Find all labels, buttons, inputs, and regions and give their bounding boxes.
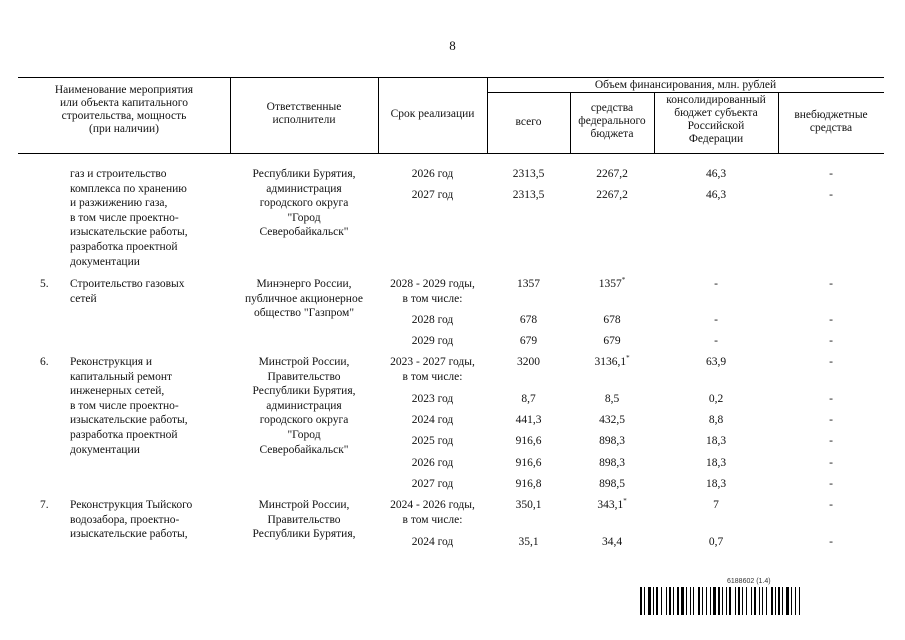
row-total: 679 bbox=[519, 335, 538, 347]
row-federal-value: 1357 bbox=[598, 278, 622, 290]
header-name: Наименование мероприятия или объекта капитального строительства, мощность (при наличии) bbox=[54, 84, 194, 135]
row-total: 916,6 bbox=[515, 457, 542, 469]
row-extra: - bbox=[829, 414, 833, 426]
row-period: 2024 год bbox=[411, 414, 454, 426]
footnote-mark: * bbox=[621, 276, 626, 284]
row-extra: - bbox=[829, 499, 833, 511]
row-federal bbox=[570, 498, 654, 513]
continued-extra: - bbox=[829, 168, 833, 180]
row-total: 1357 bbox=[517, 278, 540, 290]
continued-total: 2313,5 bbox=[512, 189, 545, 201]
item-name: Реконструкция Тыйского водозабора, проектно- изыскательские работы, bbox=[70, 499, 193, 541]
continued-regional: 46,3 bbox=[705, 189, 727, 201]
row-total: 3200 bbox=[517, 356, 540, 368]
header-regional: консолидированный бюджет субъекта Российской Федерации bbox=[666, 94, 766, 145]
header-executors: Ответственные исполнители bbox=[266, 101, 342, 126]
row-federal: 898,3 bbox=[599, 457, 625, 469]
item-number: 6. bbox=[40, 356, 49, 368]
row-period: 2024 год bbox=[411, 536, 454, 548]
continued-federal: 2267,2 bbox=[596, 168, 628, 180]
row-regional: 63,9 bbox=[705, 356, 727, 368]
item-name: Строительство газовых сетей bbox=[70, 278, 185, 305]
row-total: 678 bbox=[519, 314, 538, 326]
row-federal bbox=[570, 277, 654, 292]
row-federal: 34,4 bbox=[601, 536, 623, 548]
row-federal: 432,5 bbox=[599, 414, 625, 426]
footnote-mark: * bbox=[626, 354, 630, 362]
row-federal: 898,3 bbox=[599, 435, 625, 447]
barcode-label: 6188602 (1.4) bbox=[727, 578, 771, 585]
header-period: Срок реализации bbox=[390, 108, 475, 120]
row-federal-value: 3136,1 bbox=[594, 356, 627, 368]
row-federal: 8,5 bbox=[604, 393, 620, 405]
row-regional: - bbox=[714, 335, 718, 347]
item-number: 5. bbox=[40, 278, 49, 290]
row-period: 2025 год bbox=[411, 435, 454, 447]
row-federal bbox=[570, 355, 654, 370]
item-executors: Минстрой России, Правительство Республики Бурятия, администрация городского округа "Город Северобайкальск" bbox=[252, 356, 356, 456]
item-number: 7. bbox=[40, 499, 49, 511]
table-header-bottom-rule bbox=[18, 153, 884, 154]
barcode-icon bbox=[640, 587, 884, 615]
row-extra: - bbox=[829, 356, 833, 368]
item-executors: Минстрой России, Правительство Республики Бурятия, bbox=[252, 499, 356, 541]
item-executors: Минэнерго России, публичное акционерное общество "Газпром" bbox=[245, 278, 363, 320]
row-extra: - bbox=[829, 393, 833, 405]
continued-period: 2026 год bbox=[411, 168, 454, 180]
header-federal: средства федерального бюджета bbox=[578, 102, 646, 140]
header-extra: внебюджетные средства bbox=[794, 109, 868, 134]
row-regional: 7 bbox=[713, 499, 719, 511]
row-period: 2028 год bbox=[411, 314, 454, 326]
row-federal: 679 bbox=[603, 335, 621, 347]
row-period: 2029 год bbox=[411, 335, 454, 347]
continued-executors: Республики Бурятия, администрация городского округа "Город Северобайкальск" bbox=[252, 168, 356, 239]
row-regional: 8,8 bbox=[708, 414, 724, 426]
row-regional: - bbox=[714, 314, 718, 326]
row-regional: 18,3 bbox=[705, 435, 727, 447]
row-period: 2023 год bbox=[411, 393, 454, 405]
continued-extra: - bbox=[829, 189, 833, 201]
page-number: 8 bbox=[449, 38, 456, 53]
row-extra: - bbox=[829, 536, 833, 548]
row-total: 441,3 bbox=[515, 414, 542, 426]
row-extra: - bbox=[829, 278, 833, 290]
row-total: 35,1 bbox=[518, 536, 539, 548]
continued-total: 2313,5 bbox=[512, 168, 545, 180]
row-regional: 0,7 bbox=[708, 536, 724, 548]
row-total: 350,1 bbox=[515, 499, 542, 511]
row-period: 2024 - 2026 годы, в том числе: bbox=[390, 499, 475, 526]
header-financing: Объем финансирования, млн. рублей bbox=[594, 79, 777, 91]
table-top-rule bbox=[18, 77, 884, 78]
row-regional: 0,2 bbox=[708, 393, 724, 405]
row-extra: - bbox=[829, 314, 833, 326]
row-extra: - bbox=[829, 457, 833, 469]
continued-regional: 46,3 bbox=[705, 168, 727, 180]
row-extra: - bbox=[829, 435, 833, 447]
continued-federal: 2267,2 bbox=[596, 189, 628, 201]
row-total: 8,7 bbox=[521, 393, 536, 405]
financing-subrule bbox=[487, 92, 884, 93]
row-federal-value: 343,1 bbox=[597, 499, 624, 511]
row-extra: - bbox=[829, 478, 833, 490]
header-total: всего bbox=[515, 116, 542, 128]
item-name: Реконструкция и капитальный ремонт инженерных сетей, в том числе проектно- изыскательские работы, разработка проектной документации bbox=[70, 356, 188, 456]
footnote-mark: * bbox=[623, 497, 627, 505]
row-period: 2027 год bbox=[411, 478, 454, 490]
row-extra: - bbox=[829, 335, 833, 347]
row-regional: 18,3 bbox=[705, 478, 727, 490]
continued-period: 2027 год bbox=[411, 189, 454, 201]
row-period: 2026 год bbox=[411, 457, 454, 469]
row-regional: - bbox=[714, 278, 718, 290]
row-regional: 18,3 bbox=[705, 457, 727, 469]
row-period: 2028 - 2029 годы, в том числе: bbox=[390, 278, 475, 305]
row-total: 916,6 bbox=[515, 435, 542, 447]
row-federal: 898,5 bbox=[599, 478, 625, 490]
continued-name: газ и строительство комплекса по хранению и разжижению газа, в том числе проектно- изыскательские работы, разработка проектной документации bbox=[70, 168, 188, 268]
row-total: 916,8 bbox=[515, 478, 542, 490]
row-period: 2023 - 2027 годы, в том числе: bbox=[390, 356, 475, 383]
row-federal: 678 bbox=[603, 314, 621, 326]
